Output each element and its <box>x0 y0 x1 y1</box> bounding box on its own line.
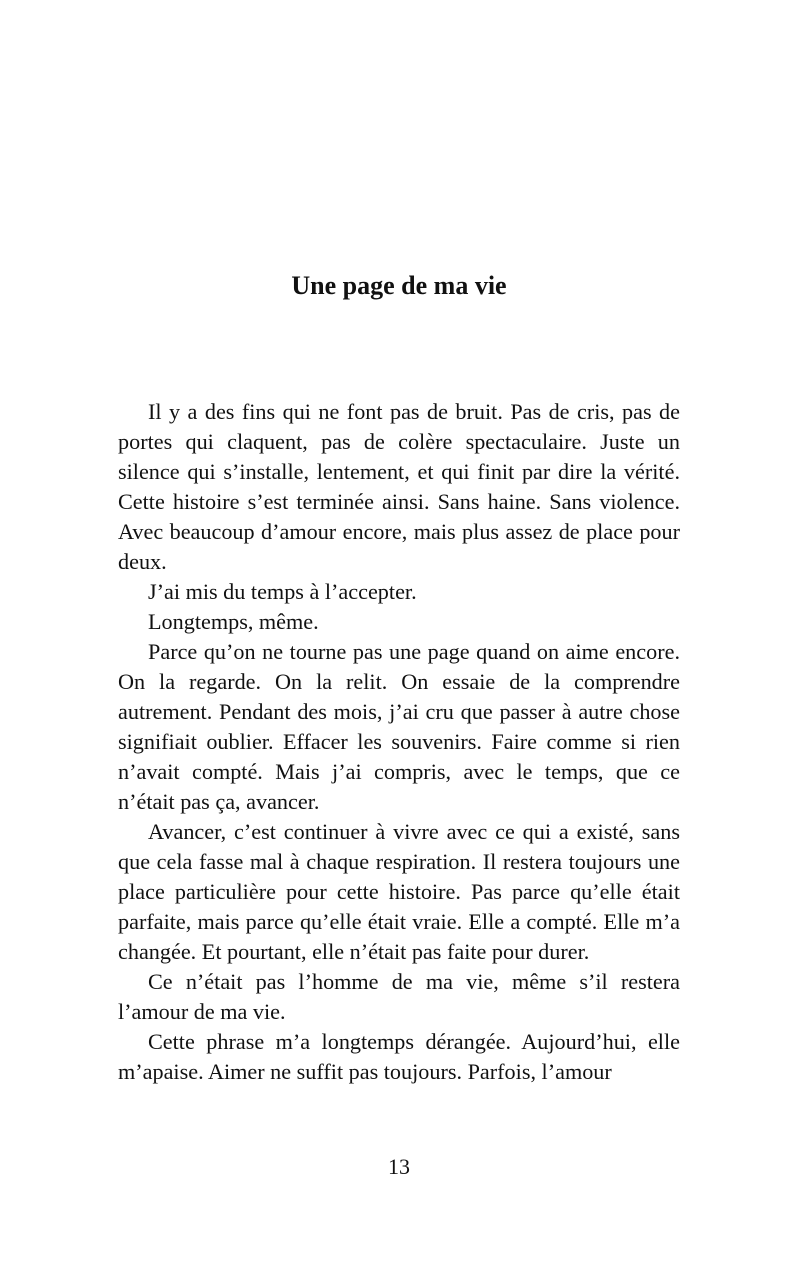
paragraph: Il y a des fins qui ne font pas de bruit. Pas de cris, pas de portes qui claquent, pas de colère spectaculaire. Juste un silence qui s’installe, lentement, et qui finit par dire la vérité. Cette histoire s’est terminée ainsi. Sans haine. Sans violence. Avec beaucoup d’amour encore, mais plus assez de place pour deux. <box>118 399 680 574</box>
body-text <box>118 397 680 1087</box>
paragraph: Cette phrase m’a longtemps dérangée. Aujourd’hui, elle m’apaise. Aimer ne suffit pas toujours. Parfois, l’amour <box>118 1029 680 1084</box>
paragraph: Ce n’était pas l’homme de ma vie, même s’il restera l’amour de ma vie. <box>118 969 680 1024</box>
paragraph: J’ai mis du temps à l’accepter. <box>148 579 417 604</box>
paragraph: Longtemps, même. <box>148 609 319 634</box>
paragraph: Parce qu’on ne tourne pas une page quand on aime encore. On la regarde. On la relit. On essaie de la comprendre autrement. Pendant des mois, j’ai cru que passer à autre chose signifiait oublier. Effacer les souvenirs. Faire comme si rien n’avait compté. Mais j’ai compris, avec le temps, que ce n’était pas ça, avancer. <box>118 639 680 814</box>
chapter-title: Une page de ma vie <box>291 271 507 300</box>
page-number: 13 <box>388 1154 410 1179</box>
paragraph: Avancer, c’est continuer à vivre avec ce qui a existé, sans que cela fasse mal à chaque respiration. Il restera toujours une place particulière pour cette histoire. Pas parce qu’elle était parfaite, mais parce qu’elle était vraie. Elle a compté. Elle m’a changée. Et pourtant, elle n’était pas faite pour durer. <box>118 819 680 964</box>
